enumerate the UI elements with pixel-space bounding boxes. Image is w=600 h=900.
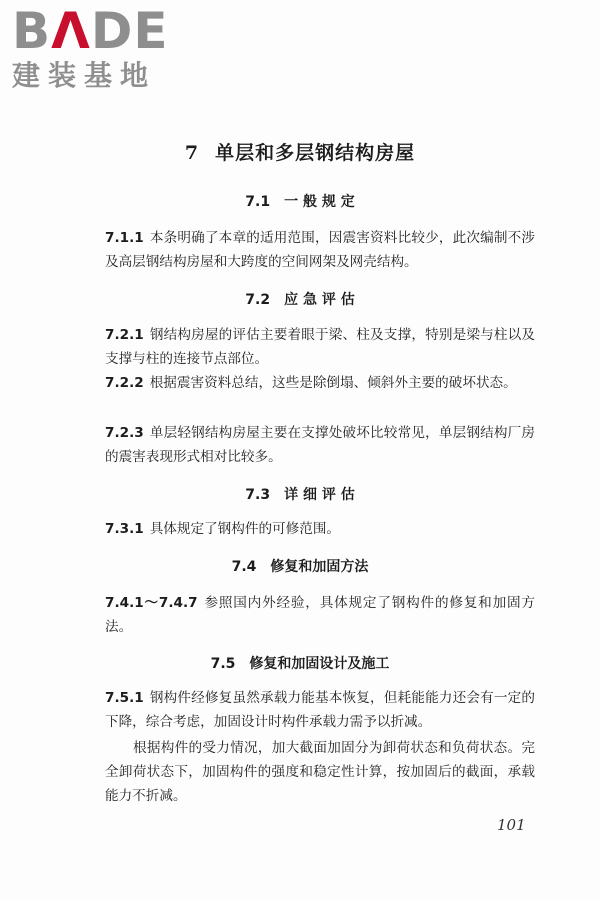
section-heading-7-4: 7.4 修复和加固方法 — [231, 559, 369, 575]
section-heading-7-2: 7.2 应 急 评 估 — [245, 292, 355, 308]
clause-7-5-1-continuation: 根据构件的受力情况，加大截面加固分为卸荷状态和负荷状态。完全卸荷状态下，加固构件的强度和稳定性计算，按加固后的截面，承载能力不折减。 — [105, 740, 535, 804]
chapter-title — [0, 138, 600, 165]
clause-number: 7.2.1 — [105, 327, 144, 343]
clause-number: 7.3.1 — [105, 521, 144, 537]
chapter-number: 7 — [184, 142, 200, 164]
clause-7-2-3 — [105, 421, 535, 469]
section-heading-7-1: 7.1 一 般 规 定 — [245, 194, 355, 210]
logo-subtitle: 建装基地 — [12, 59, 157, 92]
clause-text: 钢构件经修复虽然承载力能基本恢复，但耗能能力还会有一定的下降，综合考虑，加固设计时构件承载力需予以折减。 — [105, 690, 535, 730]
clause-number: 7.2.3 — [105, 425, 144, 441]
clause-7-5-1 — [105, 686, 535, 734]
clause-number: 7.2.2 — [105, 375, 144, 391]
clause-text: 钢结构房屋的评估主要着眼于梁、柱及支撑，特别是梁与柱以及支撑与柱的连接节点部位。 — [105, 327, 535, 367]
clause-number: 7.1.1 — [105, 230, 144, 246]
clause-7-2-2 — [105, 371, 535, 395]
section-heading-7-5: 7.5 修复和加固设计及施工 — [210, 656, 390, 672]
clause-number: 7.4.1～7.4.7 — [105, 595, 198, 611]
logo-wordmark: BΛDE — [12, 2, 169, 60]
clause-text: 具体规定了钢构件的可修范围。 — [149, 521, 341, 537]
bade-logo — [12, 4, 182, 92]
page-number: 101 — [497, 816, 526, 834]
clause-7-1-1 — [105, 226, 535, 274]
chapter-title-text: 单层和多层钢结构房屋 — [215, 142, 416, 164]
clause-number: 7.5.1 — [105, 690, 144, 706]
clause-text: 本条明确了本章的适用范围，因震害资料比较少，此次编制不涉及高层钢结构房屋和大跨度的空间网架及网壳结构。 — [105, 230, 535, 270]
clause-7-4-1-to-7-4-7 — [105, 591, 535, 639]
section-heading-7-3: 7.3 详 细 评 估 — [245, 487, 355, 503]
clause-text: 单层轻钢结构房屋主要在支撑处破坏比较常见，单层钢结构厂房的震害表现形式相对比较多。 — [105, 425, 535, 465]
clause-7-2-1 — [105, 323, 535, 371]
clause-7-3-1 — [105, 517, 535, 541]
clause-text: 根据震害资料总结，这些是除倒塌、倾斜外主要的破坏状态。 — [149, 375, 517, 391]
clause-text: 参照国内外经验，具体规定了钢构件的修复和加固方法。 — [105, 595, 535, 635]
